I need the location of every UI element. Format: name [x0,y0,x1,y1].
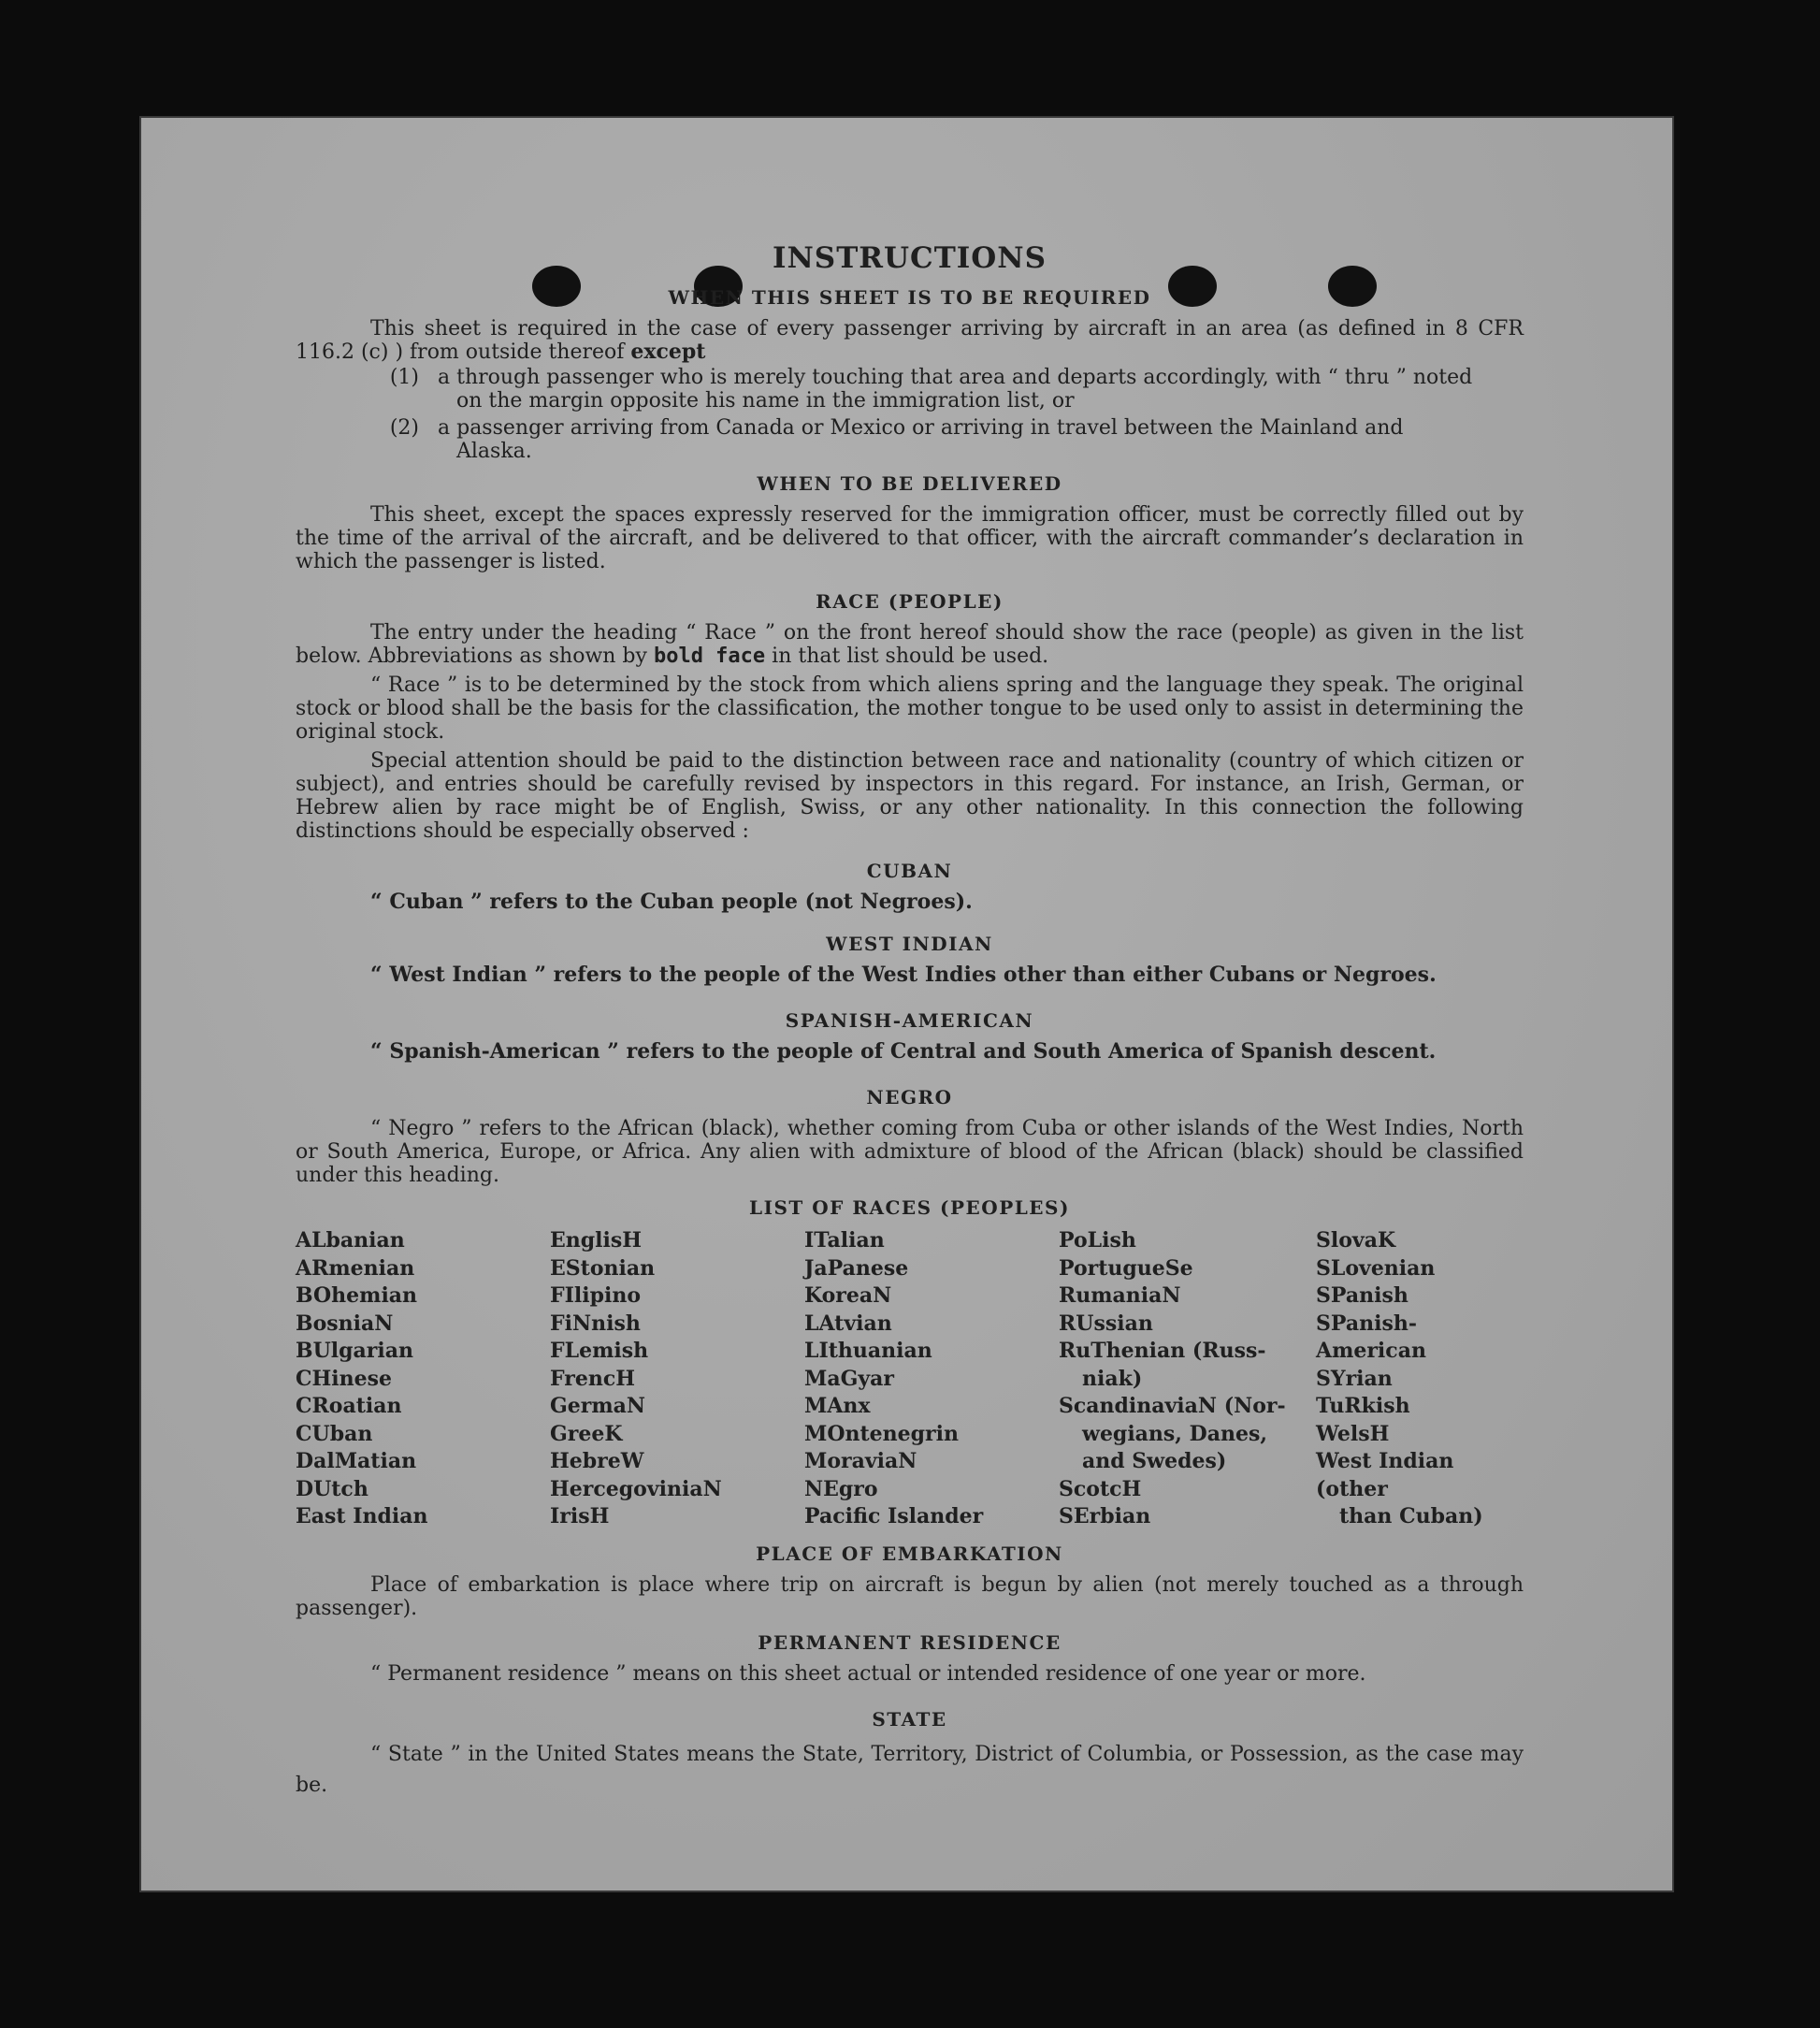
race-entry: MAnx [804,1394,871,1418]
race-entry: DalMatian [296,1449,417,1473]
race-entry: RuThenian (Russ- [1059,1339,1266,1363]
race-entry: SlovaK [1316,1228,1396,1253]
race-column [296,1227,550,1531]
race-entry: KoreaN [804,1283,892,1308]
bold-text: bold face [653,645,766,668]
section-text: “ Spanish-American ” refers to the people of Central and South America of Spanish descent. [370,1039,1437,1064]
item-number: (2) [389,416,419,440]
race-entry: SLovenian [1316,1255,1436,1281]
section-text: “ Race ” is to be determined by the stock from which aliens spring and the language they speak. The original stock or blood shall be the basis for the classification, the mother tongue to be used only to assist in determining the original stock. [296,674,1524,744]
race-entry: ScotcH [1059,1476,1142,1501]
race-entry: EnglisH [550,1228,643,1253]
race-entry: niak) [1082,1366,1143,1391]
section-text: Place of embarkation is place where trip on aircraft is begun by alien (not merely touched as a through passenger). [296,1572,1524,1620]
race-entry: CUban [296,1421,373,1446]
race-entry: ARmenian [296,1255,415,1281]
intro-bold-text: except [630,340,706,364]
item-line: Alaska. [456,440,532,463]
race-entry: SErbian [1059,1504,1151,1528]
item-number: (1) [389,366,419,389]
race-entry: PoLish [1059,1228,1136,1253]
item-line: on the margin opposite his name in the immigration list, or [456,389,1075,413]
list-item [296,366,1524,413]
race-entry: NEgro [804,1476,878,1501]
race-entry: MOntenegrin [804,1421,959,1446]
section-text: “ Permanent residence ” means on this sheet actual or intended residence of one year or more. [370,1661,1366,1686]
section-heading: WHEN TO BE DELIVERED [757,472,1062,495]
race-entry: DUtch [296,1476,368,1501]
race-entry: MoraviaN [804,1449,917,1473]
section-text: This sheet, except the spaces expressly reserved for the immigration officer, must be correctly filled out by the time of the arrival of the aircraft, and be delivered to that officer, with the aircraft commander’s declaration in which the passenger is listed. [296,503,1524,573]
section-heading: WEST INDIAN [826,933,993,955]
race-list [296,1227,1524,1531]
list-item [296,416,1524,463]
race-entry: BUlgarian [296,1339,413,1363]
section-text: Special attention should be paid to the distinction between race and nationality (country of which citizen or subject), and entries should be carefully revised by inspectors in this regard. For instance, an Irish, German, or Hebrew alien by race might be of English, Swiss, or any other nationality. In this connection the following distinctions should be especially observed : [296,749,1524,843]
section-text: “ West Indian ” refers to the people of the West Indies other than either Cubans or Negroes. [370,963,1437,987]
intro-text: This sheet is required in the case of every passenger arriving by aircraft in an area (as defined in 8 CFR 116.2 (c) ) from outside thereof [296,317,1524,364]
race-entry: than Cuban) [1339,1504,1483,1528]
race-entry: GermaN [550,1394,646,1418]
race-entry: FrencH [550,1366,635,1391]
section-text [296,621,1524,668]
section-heading: SPANISH-AMERICAN [785,1009,1034,1032]
race-entry: HebreW [550,1449,644,1473]
race-column [804,1227,1059,1531]
item-text [438,366,1524,413]
section-heading: LIST OF RACES (PEOPLES) [749,1196,1070,1219]
section-heading: STATE [872,1707,947,1731]
page-title: INSTRUCTIONS [772,241,1047,275]
race-column [1316,1227,1524,1531]
section-heading: CUBAN [866,860,953,882]
item-line: a passenger arriving from Canada or Mexico or arriving in travel between the Mainland and [438,416,1404,440]
race-column [1059,1227,1316,1531]
section-heading: RACE (PEOPLE) [816,590,1004,613]
race-entry: SYrian [1316,1366,1393,1391]
race-entry: ScandinaviaN (Nor- [1059,1394,1286,1418]
race-entry: ALbanian [296,1228,405,1253]
section-text: “ Negro ” refers to the African (black), whether coming from Cuba or other islands of the West Indies, North or South America, Europe, or Africa. Any alien with admixture of blood of the African (black) should be classified under this heading. [296,1117,1524,1187]
race-entry: FIlipino [550,1283,642,1308]
race-entry: RUssian [1059,1311,1153,1336]
race-entry: RumaniaN [1059,1283,1181,1308]
section-text [296,317,1524,364]
race-entry: EStonian [550,1255,656,1281]
race-entry: LIthuanian [804,1339,932,1363]
instructions-body [296,241,1524,1801]
race-entry: PortugueSe [1059,1255,1193,1281]
race-entry: IrisH [550,1504,610,1528]
race-entry: and Swedes) [1082,1449,1227,1473]
race-entry: CHinese [296,1366,393,1391]
text-run: The entry under the heading “ Race ” on the front hereof should show the race (people) as given in the list below. Abbreviations as shown by [296,621,1524,668]
section-heading: PLACE OF EMBARKATION [756,1542,1063,1565]
race-entry: SPanish-American [1316,1311,1426,1363]
section-text: “ Cuban ” refers to the Cuban people (not Negroes). [370,890,973,914]
race-entry: BOhemian [296,1283,418,1308]
race-entry: SPanish [1316,1283,1408,1308]
race-entry: wegians, Danes, [1082,1421,1267,1446]
race-entry: FLemish [550,1339,649,1363]
race-entry: East Indian [296,1504,428,1528]
race-entry: ITalian [804,1228,885,1253]
section-heading: WHEN THIS SHEET IS TO BE REQUIRED [668,286,1151,309]
race-entry: MaGyar [804,1366,895,1391]
race-entry: CRoatian [296,1394,402,1418]
race-entry: BosniaN [296,1311,394,1336]
section-heading: NEGRO [866,1086,953,1108]
race-entry: JaPanese [804,1255,909,1281]
section-heading: PERMANENT RESIDENCE [758,1630,1062,1654]
text-run: in that list should be used. [772,645,1049,668]
race-entry: GreeK [550,1421,623,1446]
race-entry: Pacific Islander [804,1504,984,1528]
race-entry: FiNnish [550,1311,641,1336]
race-entry: TuRkish [1316,1394,1410,1418]
race-entry: HercegoviniaN [550,1476,722,1501]
item-line: a through passenger who is merely touching that area and departs accordingly, with “ thru ” noted [438,366,1473,389]
race-entry: LAtvian [804,1311,892,1336]
item-text [438,416,1524,463]
race-entry: West Indian (other [1316,1449,1454,1501]
race-column [550,1227,804,1531]
section-text: “ State ” in the United States means the State, Territory, District of Columbia, or Possession, as the case may be. [296,1742,1524,1797]
race-entry: WelsH [1316,1421,1390,1446]
